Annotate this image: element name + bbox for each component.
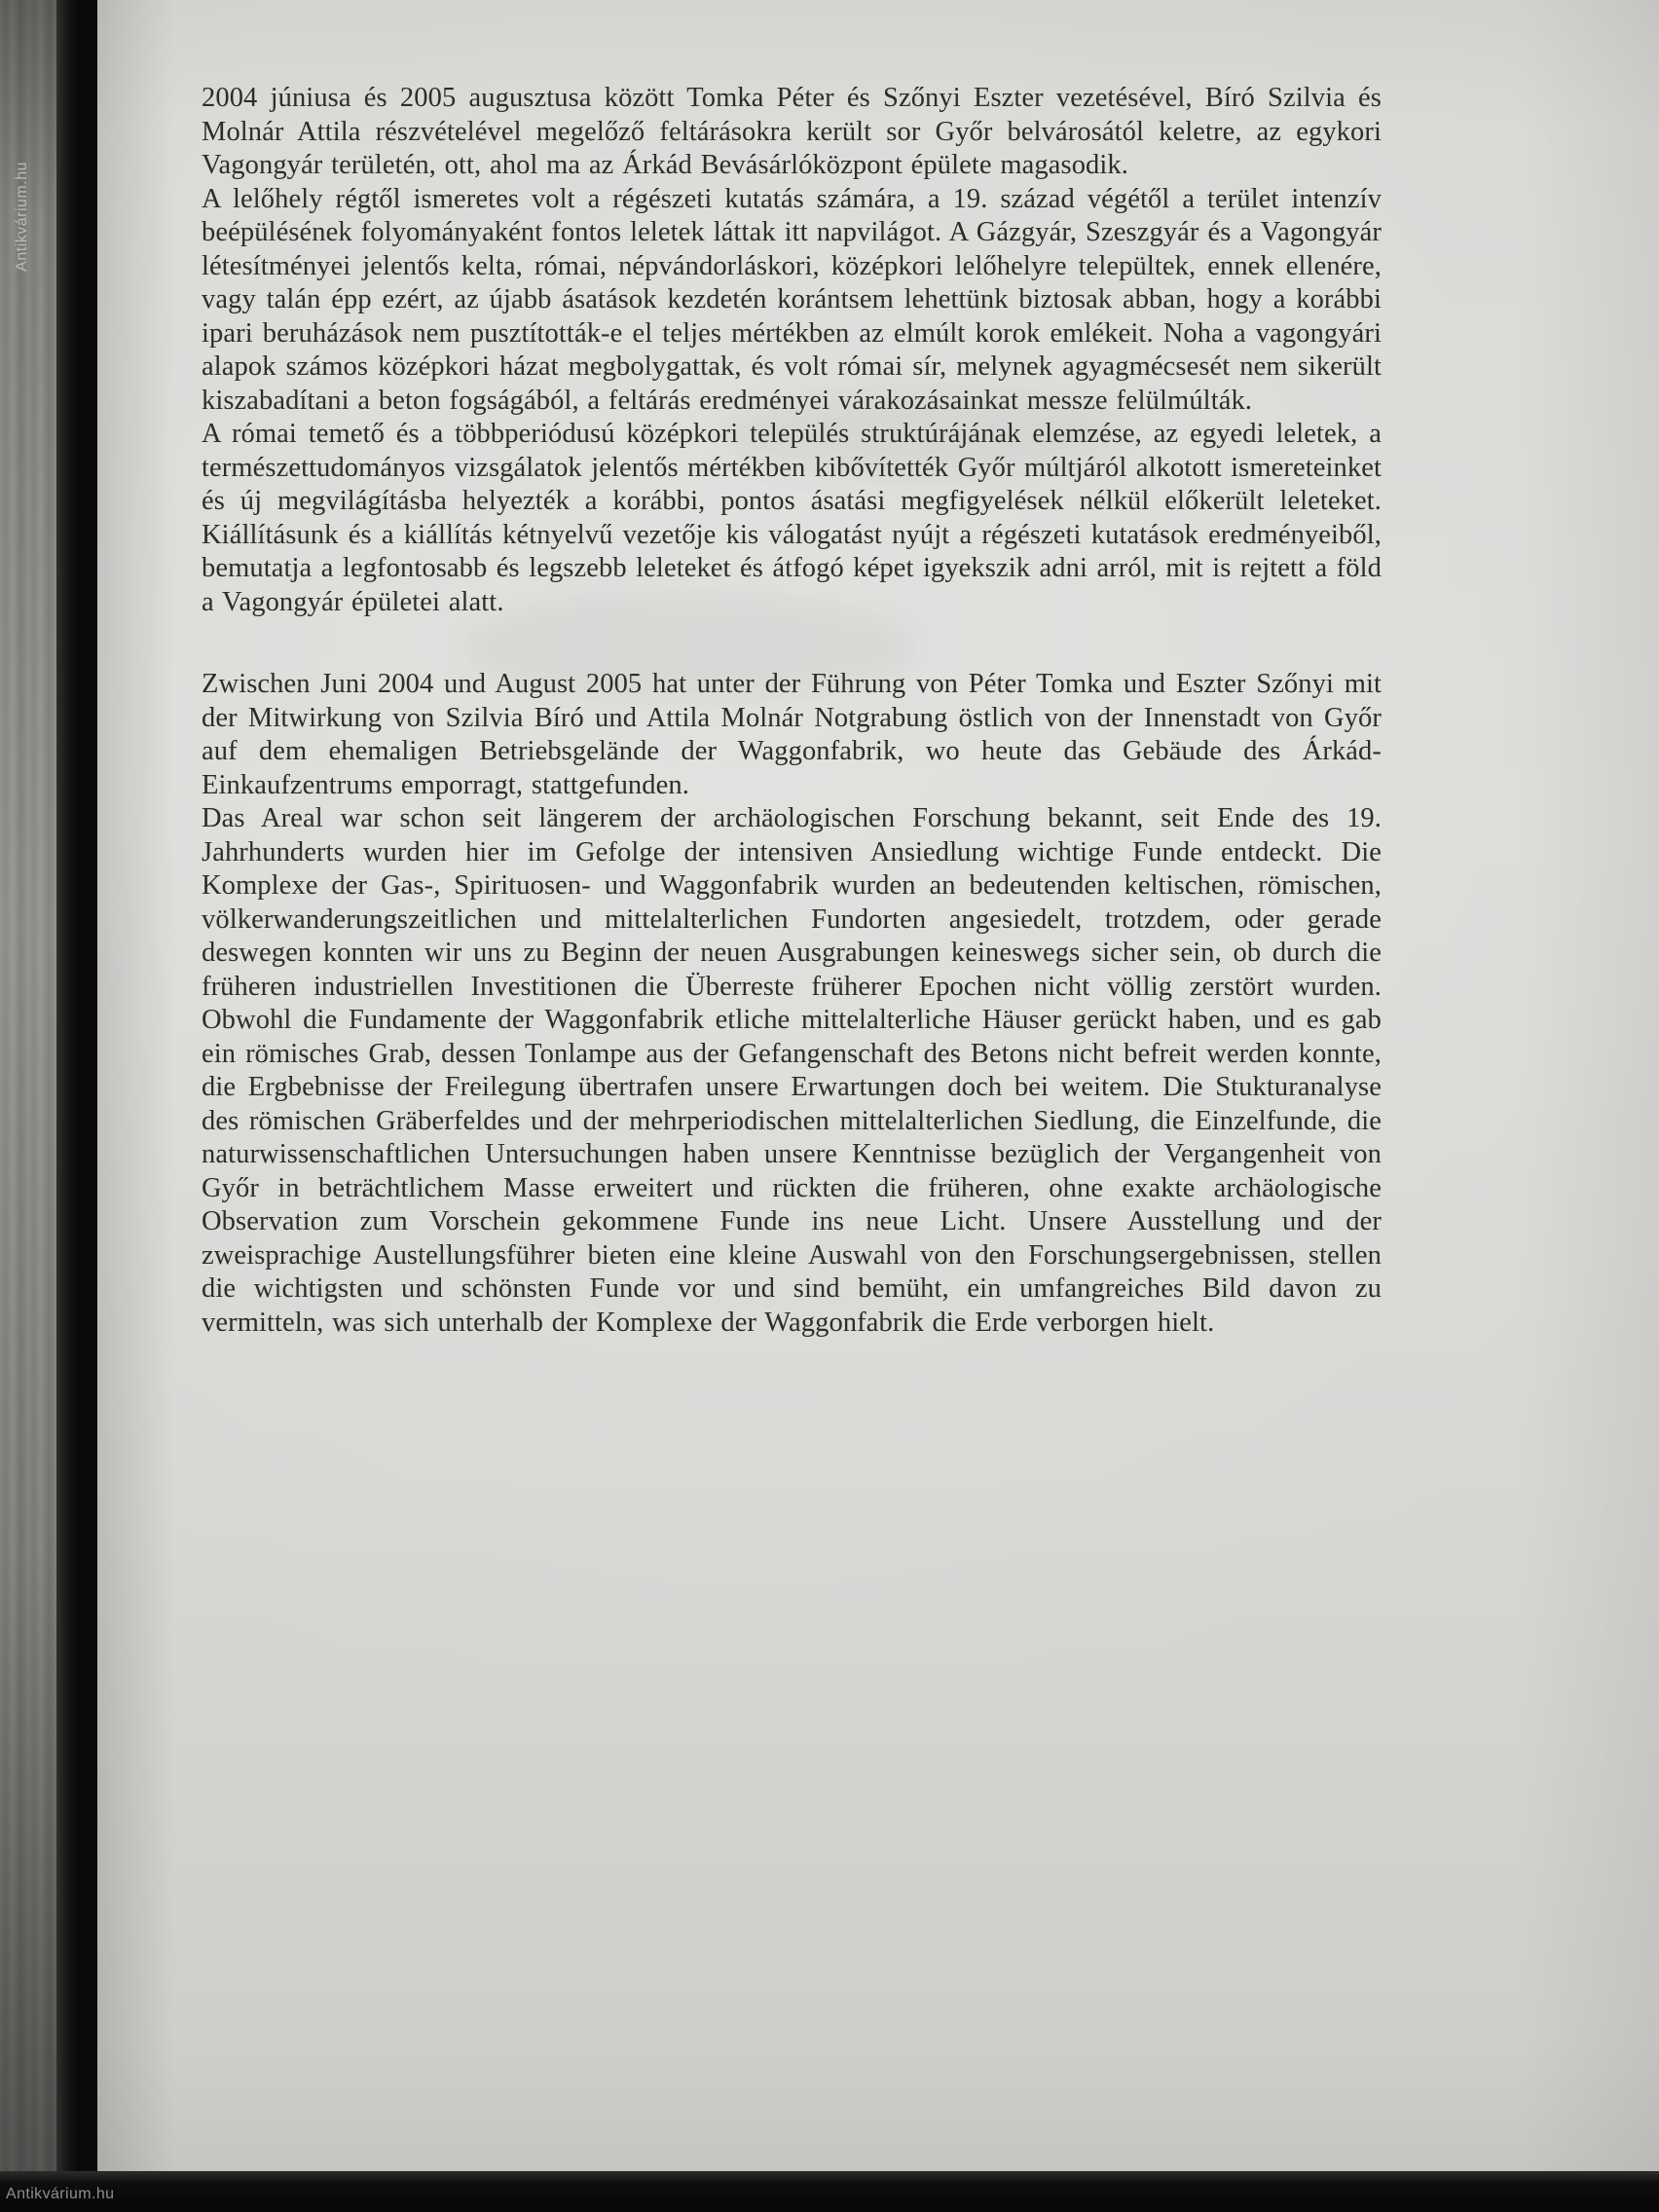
background-strip	[0, 0, 56, 2212]
paragraph-de-2: Das Areal war schon seit längerem der archäologischen Forschung bekannt, seit Ende des 19. Jahrhunderts wurden hier im Gefolge der intensiven Ansiedlung wichtige Funde entdeckt. Die Komplexe der Gas-, Spirituosen- und Waggonfabrik wurden an bedeutenden keltischen, römischen, völkerwanderungszeitlichen und mittelalterlichen Fundorten angesiedelt, trotzdem, oder gerade deswegen konnten wir uns zu Beginn der neuen Ausgrabungen keineswegs sicher sein, ob durch die früheren industriellen Investitionen die Überreste früherer Epochen nicht völlig zerstört wurden. Obwohl die Fundamente der Waggonfabrik etliche mittelalterliche Häuser gerückt haben, und es gab ein römisches Grab, dessen Tonlampe aus der Gefangenschaft des Betons nicht befreit werden konnte, die Ergbebnisse der Freilegung übertrafen unsere Erwartungen doch bei weitem. Die Stukturanalyse des römischen Gräberfeldes und der mehrperiodischen mittelalterlichen Siedlung, die Einzelfunde, die naturwissenschaftlichen Untersuchungen haben unsere Kenntnisse bezüglich der Vergangenheit von Győr in beträchtlichem Masse erweitert und rückten die früheren, ohne exakte archäologische Observation zum Vorschein gekommene Funde ins neue Licht. Unsere Ausstellung und der zweisprachige Austellungsführer bieten eine kleine Auswahl von den Forschungsergebnissen, stellen die wichtigsten und schönsten Funde vor und sind bemüht, ein umfangreiches Bild davon zu vermitteln, was sich unterhalb der Komplexe der Waggonfabrik die Erde verborgen hielt.	[202, 803, 1382, 1338]
binding-shadow	[56, 0, 80, 2212]
page-edge-stack	[80, 0, 97, 2212]
paragraph-hu-3: A római temető és a többperiódusú középkori település struktúrájának elemzése, az egyedi leletek, a természettudományos vizsgálatok jelentős mértékben kibővítették Győr múltjáról alkotott ismereteinket és új megvilágításba helyezték a korábbi, pontos ásatási megfigyelések nélkül előkerült leleteket. Kiállításunk és a kiállítás kétnyelvű vezetője kis válogatást nyújt a régészeti kutatások eredményeiből, bemutatja a legfontosabb és legszebb leleteket és átfogó képet igyekszik adni arról, mit is rejtett a föld a Vagongyár épületei alatt.	[202, 419, 1382, 617]
paragraph-de-1: Zwischen Juni 2004 und August 2005 hat unter der Führung von Péter Tomka und Eszter Szőnyi mit der Mitwirkung von Szilvia Bíró und Attila Molnár Notgrabung östlich von der Innenstadt von Győr auf dem ehemaligen Betriebsgelände der Waggonfabrik, wo heute das Gebäude des Árkád-Einkaufzentrums emporragt, stattgefunden.	[202, 669, 1382, 800]
hungarian-text-block	[202, 82, 1382, 619]
antikvarium-watermark-bottom: Antikvárium.hu	[6, 2186, 115, 2202]
antikvarium-watermark-vertical: Antikvárium.hu	[14, 162, 30, 272]
book-page	[97, 0, 1659, 2173]
german-text-block	[202, 668, 1382, 1340]
paragraph-hu-2: A lelőhely régtől ismeretes volt a régészeti kutatás számára, a 19. század végétől a terület intenzív beépülésének folyományaként fontos leletek láttak itt napvilágot. A Gázgyár, Szeszgyár és a Vagongyár létesítményei jelentős kelta, római, népvándorláskori, középkori lelőhelyre települtek, ennek ellenére, vagy talán épp ezért, az újabb ásatások kezdetén korántsem lehettünk biztosak abban, hogy a korábbi ipari beruházások nem pusztították-e el teljes mértékben az elmúlt korok emlékeit. Noha a vagongyári alapok számos középkori házat megbolygattak, és volt római sír, melynek agyagmécsesét nem sikerült kiszabadítani a beton fogságából, a feltárás eredményei várakozásainkat messze felülmúlták.	[202, 183, 1382, 416]
photo-bottom-edge	[0, 2171, 1659, 2212]
text-block	[202, 82, 1382, 1340]
paragraph-hu-1: 2004 júniusa és 2005 augusztusa között Tomka Péter és Szőnyi Eszter vezetésével, Bíró Szilvia és Molnár Attila részvételével megelőző feltárásokra került sor Győr belvárosától keletre, az egykori Vagongyár területén, ott, ahol ma az Árkád Bevásárlóközpont épülete magasodik.	[202, 83, 1382, 180]
